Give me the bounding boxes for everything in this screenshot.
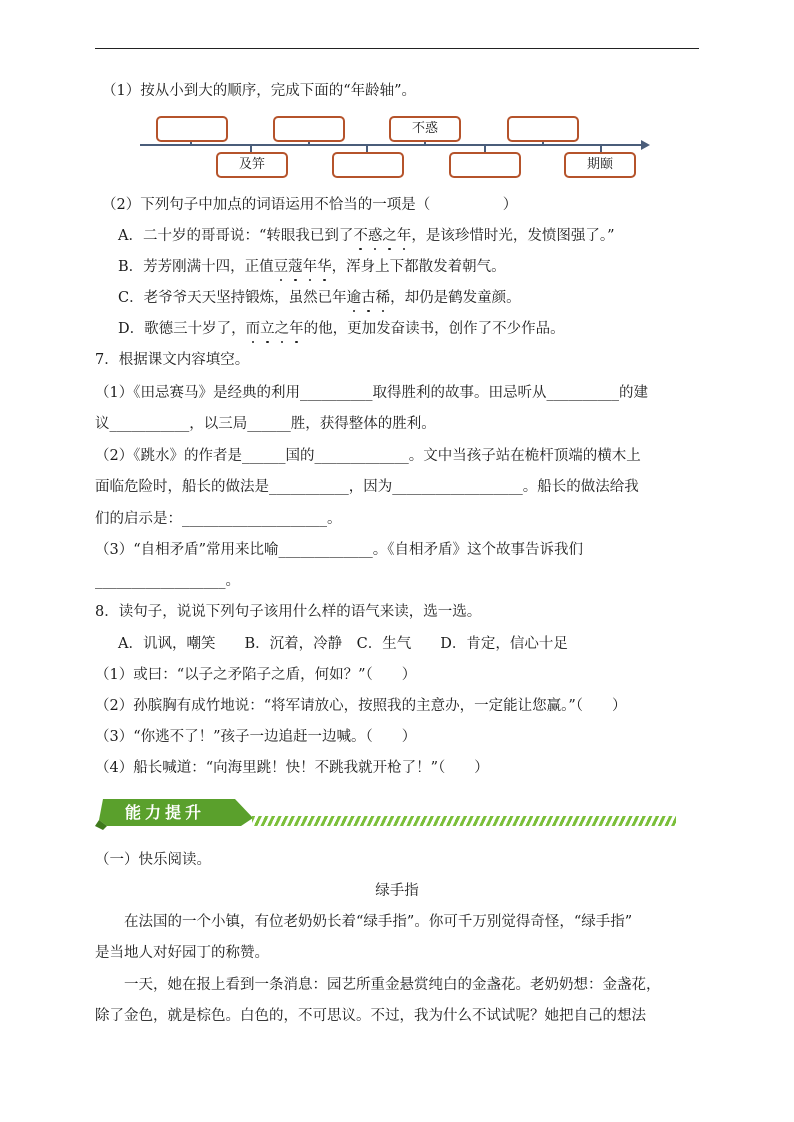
- header-rule: [95, 48, 699, 49]
- story-line: 是当地人对好园丁的称赞。: [95, 945, 269, 961]
- emphasis-char: 年: [289, 321, 304, 337]
- option-text: ，却仍是鹤发童颜。: [390, 290, 521, 306]
- emphasis-char: 逾: [346, 290, 362, 306]
- q8-line: （1）或曰：“以子之矛陷子之盾，何如？”（ ）: [95, 667, 417, 683]
- age-timeline: [140, 112, 650, 182]
- q7-line: （1）《田忌赛马》是经典的利用__________取得胜利的故事。田忌听从__________的建: [95, 385, 648, 401]
- emphasis-char: 之: [274, 321, 290, 337]
- option-text: 的他，更加发奋读书，创作了不少作品。: [303, 321, 565, 337]
- option-text: B．芳芳刚满十四，正值: [118, 259, 274, 275]
- option-text: A．二十岁的哥哥说：“转眼我已到了: [118, 228, 354, 244]
- option-text: D．歌德三十岁了，: [118, 321, 246, 337]
- q7-line: （3）“自相矛盾”常用来比喻_____________。《自相矛盾》这个故事告诉我们: [95, 542, 584, 558]
- emphasis-char: 年: [396, 228, 412, 244]
- dotted-word: [246, 321, 304, 337]
- option-text: ，浑身上下都散发着朝气。: [331, 259, 506, 275]
- q8-line: （2）孙膑胸有成竹地说：“将军请放心，按照我的主意办，一定能让您赢。”（ ）: [95, 698, 627, 714]
- q8-line: （4）船长喊道：“向海里跳！快！不跳我就开枪了！”（ ）: [95, 760, 489, 776]
- section-banner: [95, 796, 255, 830]
- banner-text: 能力提升: [124, 803, 206, 822]
- banner-stripe: [252, 816, 676, 826]
- story-line: 除了金色，就是棕色。白色的，不可思议。不过，我为什么不试试呢？她把自己的想法: [95, 1008, 646, 1024]
- timeline-box-bottom-4: 期颐: [564, 152, 636, 178]
- timeline-box-top-2: [273, 116, 345, 142]
- emphasis-char: 年: [302, 259, 318, 275]
- q7-line: 议___________，以三局______胜，获得整体的胜利。: [95, 416, 436, 432]
- q6-option-b: [118, 257, 506, 277]
- timeline-box-top-3: 不惑: [389, 116, 461, 142]
- option-text: C．老爷爷天天坚持锻炼，虽然已年: [118, 290, 347, 306]
- story-title: 绿手指: [375, 883, 419, 899]
- q6-option-d: [118, 319, 565, 339]
- q8-title: 8．读句子，说说下列句子该用什么样的语气来读，选一选。: [95, 604, 482, 620]
- timeline-box-top-4: [507, 116, 579, 142]
- timeline-arrow-icon: [641, 140, 650, 150]
- emphasis-char: 而: [245, 321, 261, 337]
- emphasis-char: 华: [317, 259, 332, 275]
- reading-title: （一）快乐阅读。: [95, 852, 211, 868]
- story-line: 一天，她在报上看到一条消息：园艺所重金悬赏纯白的金盏花。老奶奶想：金盏花，: [124, 977, 661, 993]
- emphasis-char: 惑: [367, 228, 383, 244]
- emphasis-char: 立: [260, 321, 275, 337]
- timeline-box-bottom-1: 及笄: [216, 152, 288, 178]
- q8-line: （3）“你逃不了！”孩子一边追赶一边喊。（ ）: [95, 729, 417, 745]
- q6-option-a: [118, 226, 615, 246]
- dotted-word: [353, 228, 411, 244]
- timeline-box-top-1: [156, 116, 228, 142]
- emphasis-char: 之: [382, 228, 397, 244]
- q7-line: 面临危险时，船长的做法是___________，因为__________________。船长的做法给我: [95, 479, 639, 495]
- q6-part1: （1）按从小到大的顺序，完成下面的“年龄轴”。: [102, 83, 417, 99]
- option-text: ，是该珍惜时光，发愤图强了。”: [411, 228, 615, 244]
- q8-choices: A．讥讽，嘲笑 B．沉着，冷静 C．生气 D．肯定，信心十足: [118, 636, 568, 652]
- timeline-box-bottom-3: [449, 152, 521, 178]
- emphasis-char: 豆: [273, 259, 289, 275]
- emphasis-char: 稀: [375, 290, 391, 306]
- timeline-axis: [140, 144, 642, 146]
- emphasis-char: 不: [353, 228, 368, 244]
- q7-line: __________________。: [95, 573, 240, 589]
- dotted-word: [347, 290, 391, 306]
- q7-title: 7．根据课文内容填空。: [95, 352, 250, 368]
- emphasis-char: 古: [361, 290, 376, 306]
- emphasis-char: 蔻: [288, 259, 303, 275]
- q6-option-c: [118, 288, 521, 308]
- q6-part2: （2）下列句子中加点的词语运用不恰当的一项是（ ）: [102, 197, 518, 213]
- story-line: 在法国的一个小镇，有位老奶奶长着“绿手指”。你可千万别觉得奇怪，“绿手指”: [124, 914, 633, 930]
- q7-line: 们的启示是：____________________。: [95, 511, 342, 527]
- dotted-word: [274, 259, 332, 275]
- timeline-box-bottom-2: [332, 152, 404, 178]
- q7-line: （2）《跳水》的作者是______国的_____________。文中当孩子站在桅杆顶端的横木上: [95, 448, 641, 464]
